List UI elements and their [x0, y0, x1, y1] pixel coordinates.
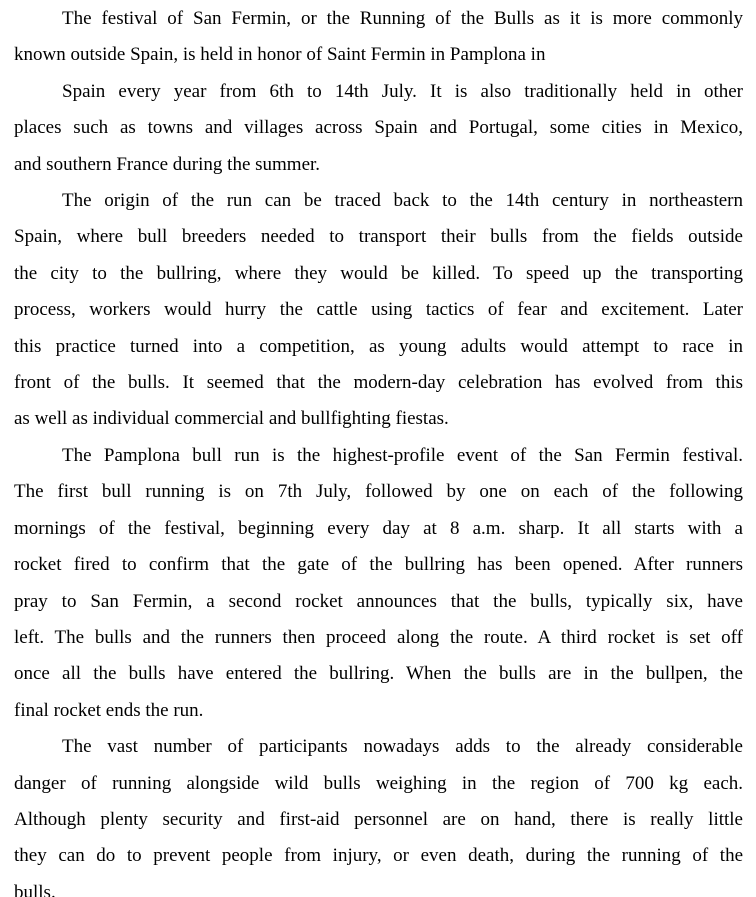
text-line: The first bull running is on 7th July, followed by one on each of the following	[14, 481, 743, 503]
text-line: mornings of the festival, beginning every day at 8 a.m. sharp. It all starts with a	[14, 517, 743, 539]
text-line: once all the bulls have entered the bullring. When the bulls are in the bullpen, the	[14, 663, 743, 685]
paragraph	[14, 74, 743, 183]
text-line: Spain every year from 6th to 14th July. It is also traditionally held in other	[62, 80, 743, 102]
text-line: process, workers would hurry the cattle using tactics of fear and excitement. Later	[14, 299, 743, 321]
text-line: left. The bulls and the runners then proceed along the route. A third rocket is set off	[14, 626, 743, 648]
text-line: this practice turned into a competition, as young adults would attempt to race in	[14, 335, 743, 357]
text-line: as well as individual commercial and bullfighting fiestas.	[14, 408, 449, 430]
text-line: bulls.	[14, 881, 56, 897]
text-line: final rocket ends the run.	[14, 699, 204, 721]
paragraph	[14, 1, 743, 74]
text-line: danger of running alongside wild bulls weighing in the region of 700 kg each.	[14, 772, 743, 794]
text-line: The Pamplona bull run is the highest-profile event of the San Fermin festival.	[62, 444, 743, 466]
text-line: they can do to prevent people from injury, or even death, during the running of the	[14, 845, 743, 867]
text-line: Although plenty security and first-aid personnel are on hand, there is really little	[14, 808, 743, 830]
text-line: The festival of San Fermin, or the Running of the Bulls as it is more commonly	[62, 8, 743, 29]
text-line: the city to the bullring, where they would be killed. To speed up the transporting	[14, 262, 743, 284]
paragraph	[14, 183, 743, 438]
paragraph	[14, 729, 743, 897]
text-line: places such as towns and villages across Spain and Portugal, some cities in Mexico,	[14, 117, 743, 139]
paragraph	[14, 438, 743, 729]
text-line: front of the bulls. It seemed that the modern-day celebration has evolved from this	[14, 372, 743, 394]
text-line: pray to San Fermin, a second rocket announces that the bulls, typically six, have	[14, 590, 743, 612]
text-line: rocket fired to confirm that the gate of the bullring has been opened. After runners	[14, 554, 743, 576]
text-line: The origin of the run can be traced back to the 14th century in northeastern	[62, 190, 743, 212]
text-line: and southern France during the summer.	[14, 153, 321, 175]
text-line: The vast number of participants nowadays adds to the already considerable	[62, 736, 743, 758]
text-line: known outside Spain, is held in honor of Saint Fermin in Pamplona in	[14, 44, 546, 66]
text-line: Spain, where bull breeders needed to transport their bulls from the fields outside	[14, 226, 743, 248]
